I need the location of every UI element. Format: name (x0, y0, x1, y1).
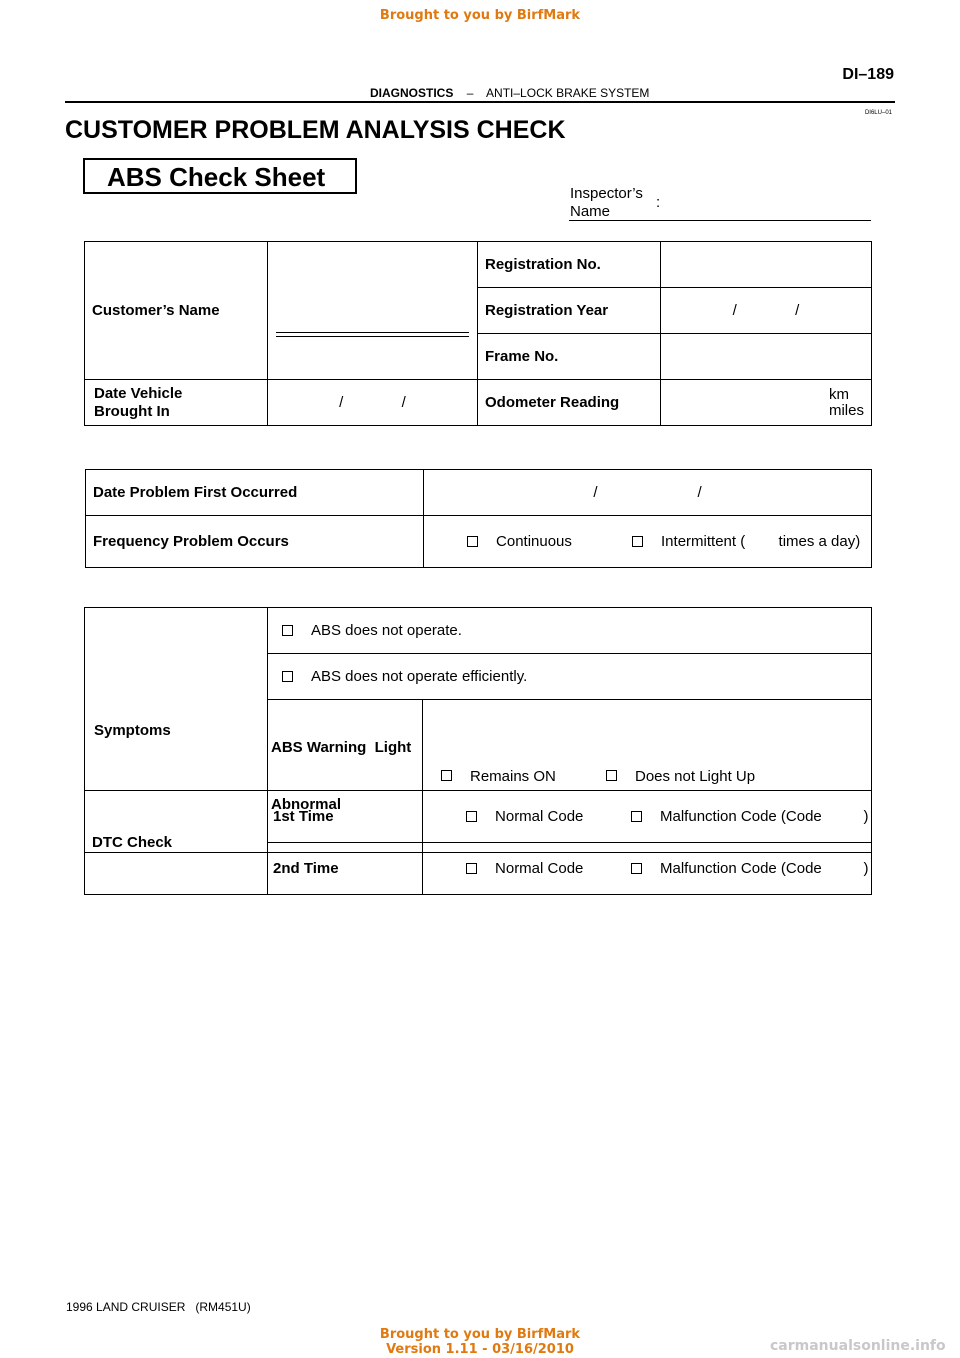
date-first-label: Date Problem First Occurred (86, 470, 424, 516)
checkbox-icon[interactable] (467, 536, 478, 547)
continuous-option[interactable] (467, 533, 632, 550)
customer-name-label: Customer’s Name (85, 242, 268, 380)
symptom-option-1-label: ABS does not operate. (311, 622, 462, 639)
footer-model: 1996 LAND CRUISER (RM451U) (66, 1300, 251, 1314)
checkbox-icon[interactable] (441, 770, 452, 781)
remains-on-option[interactable] (441, 768, 606, 785)
registration-year-field[interactable]: / / (661, 288, 872, 334)
odometer-label: Odometer Reading (478, 380, 661, 426)
checkbox-icon[interactable] (632, 536, 643, 547)
vehicle-table (84, 241, 872, 426)
intermittent-label: Intermittent ( times a day) (661, 533, 861, 550)
odometer-field[interactable] (661, 380, 872, 426)
watermark-bottom: Brought to you by BirfMark (379, 1327, 581, 1342)
date-brought-field[interactable]: / / (268, 380, 478, 426)
inspector-label-line2: Name (570, 203, 611, 220)
dtc-first-malfunction-label: Malfunction Code (Code ) (660, 808, 869, 825)
unit-km: km (828, 385, 849, 403)
checkbox-icon[interactable] (631, 811, 642, 822)
dtc-first-normal-label: Normal Code (495, 808, 584, 825)
dtc-second-normal-label: Normal Code (495, 860, 584, 877)
date-first-field[interactable]: / / (424, 470, 872, 516)
warning-light-label-line2: Abnormal (271, 796, 342, 813)
ref-code: DI6LU–01 (864, 110, 892, 116)
not-light-option[interactable] (606, 768, 755, 785)
registration-no-label: Registration No. (478, 242, 661, 288)
date-brought-label-line1: Date Vehicle (94, 384, 183, 402)
checkbox-icon[interactable] (466, 863, 477, 874)
page-id: DI–189 (842, 66, 894, 83)
inspector-label-line1: Inspector’s (570, 185, 643, 202)
watermark-top: Brought to you by BirfMark (379, 8, 581, 23)
date-brought-label-line2: Brought In (94, 402, 170, 420)
watermark-site: carmanualsonline.info (770, 1338, 946, 1354)
dtc-second-options (423, 843, 872, 895)
date-brought-label (85, 380, 268, 426)
dtc-second-label: 2nd Time (268, 843, 423, 895)
frame-no-field[interactable] (661, 334, 872, 380)
customer-name-field[interactable] (268, 242, 478, 380)
symptom-option-2-label: ABS does not operate efficiently. (311, 668, 528, 685)
dtc-first-options (423, 791, 872, 843)
unit-miles: miles (828, 401, 864, 419)
header-section-line (370, 86, 649, 100)
inspector-label (570, 185, 643, 221)
checkbox-icon[interactable] (606, 770, 617, 781)
not-light-label: Does not Light Up (635, 767, 756, 785)
dtc-first-malfunction-option[interactable] (631, 808, 868, 825)
problem-table (85, 469, 872, 568)
dtc-second-normal-option[interactable] (466, 860, 631, 877)
inspector-colon: : (656, 194, 661, 211)
dtc-label: DTC Check (85, 791, 268, 895)
header-section: DIAGNOSTICS (370, 86, 454, 100)
header-subsection: ANTI–LOCK BRAKE SYSTEM (486, 86, 650, 100)
warning-light-label-line1: ABS Warning Light (271, 739, 412, 756)
dtc-table (84, 790, 872, 895)
checkbox-icon[interactable] (466, 811, 477, 822)
dtc-first-normal-option[interactable] (466, 808, 631, 825)
symptom-option-1[interactable] (268, 608, 872, 654)
dtc-second-malfunction-label: Malfunction Code (Code ) (660, 860, 869, 877)
remains-on-label: Remains ON (470, 767, 556, 785)
checkbox-icon[interactable] (631, 863, 642, 874)
registration-no-field[interactable] (661, 242, 872, 288)
sheet-title: ABS Check Sheet (83, 158, 357, 194)
continuous-label: Continuous (496, 533, 572, 550)
intermittent-option[interactable] (632, 533, 860, 550)
symptoms-label: Symptoms (85, 608, 268, 853)
dtc-second-malfunction-option[interactable] (631, 860, 868, 877)
watermark-version: Version 1.11 - 03/16/2010 (386, 1342, 574, 1357)
frame-no-label: Frame No. (478, 334, 661, 380)
header-rule (65, 101, 895, 103)
frequency-options (424, 516, 872, 568)
page-title: CUSTOMER PROBLEM ANALYSIS CHECK (65, 116, 566, 144)
registration-year-label: Registration Year (478, 288, 661, 334)
frequency-label: Frequency Problem Occurs (86, 516, 424, 568)
header-dash: – (466, 86, 474, 100)
checkbox-icon[interactable] (282, 671, 293, 682)
symptom-option-2[interactable] (268, 654, 872, 700)
dtc-first-label: 1st Time (268, 791, 423, 843)
checkbox-icon[interactable] (282, 625, 293, 636)
inspector-name-line[interactable] (569, 220, 871, 221)
